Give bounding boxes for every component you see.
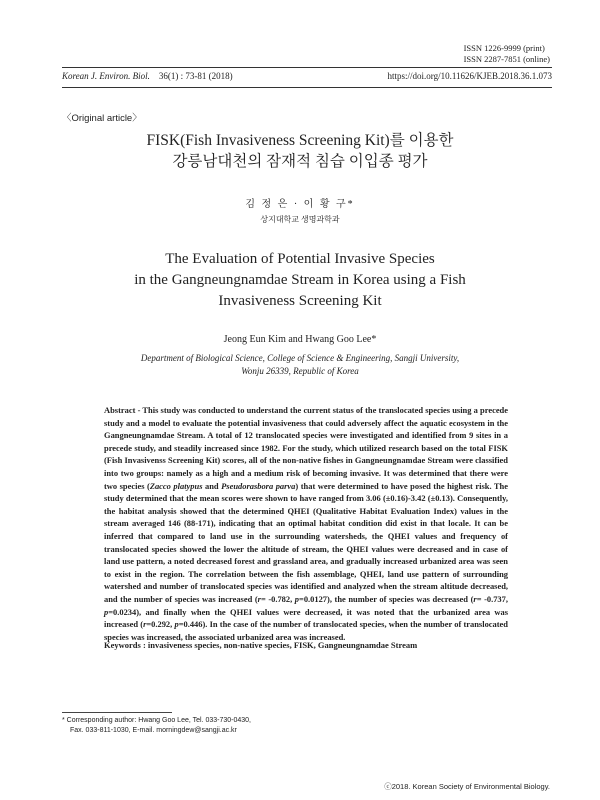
abstract-text-1: - This study was conducted to understand the current status of the translocated species using a precede study and a model to evaluate the potential invasiveness that could adversely affect the aquatic ecosystem in the Gangneungnamdae Stream. A total of 12 translocated species were investigated and identified from 9 sites in a precede study, and steadily increased since 1982. For the study, which utilized research based on the total FISK (Fish Invasivenss Screening Kit) scores, all of the non-native fishes in Gangneungnamdae Stream were classified into two groups: namely as a high and a medium risk of becoming invasive. It was determined that there were two species ( xyxy=(104,405,508,491)
korean-authors: 김 정 은 · 이 황 구* xyxy=(245,199,355,210)
abstract-text-5: =0.446). In the case of the number of translocated species, when the number of translocated species was increased, the associated urbanized area was increased. xyxy=(104,619,508,642)
korean-title-line2: 강릉남대천의 잠재적 침습 이입종 평가 xyxy=(172,153,428,170)
keywords: Keywords : invasiveness species, non-native species, FISK, Gangneungnamdae Stream xyxy=(104,640,418,650)
stat-r3-val: =0.292, xyxy=(146,619,175,630)
english-authors: Jeong Eun Kim and Hwang Goo Lee* xyxy=(223,334,377,345)
doi-link[interactable]: https://doi.org/10.11626/KJEB.2018.36.1.073 xyxy=(387,71,552,81)
issn-online: ISSN 2287-7851 (online) xyxy=(463,54,550,64)
header-rule-top xyxy=(62,67,552,68)
korean-affiliation: 상지대학교 생명과학과 xyxy=(260,215,340,224)
stat-p2: p xyxy=(104,606,109,617)
abstract-text-4: =0.0234), and finally when the QHEI values were decreased, it was noted that the urbanized area was increased ( xyxy=(104,606,508,630)
footnote-line1: * Corresponding author: Hwang Goo Lee, Tel. 033-730-0430, xyxy=(62,717,251,724)
header-rule-bottom xyxy=(62,87,552,88)
affiliation-line2: Wonju 26339, Republic of Korea xyxy=(241,366,359,376)
english-title-line3: Invasiveness Screening Kit xyxy=(218,293,382,309)
english-title xyxy=(0,249,600,312)
volume-pages: 36(1) : 73-81 (2018) xyxy=(158,71,233,81)
abstract-label: Abstract xyxy=(104,405,136,415)
stat-p1: p xyxy=(294,593,300,604)
abstract-text-2: ) that were determined to have posed the highest risk. The study determined that the mean scores were shown to have ranged from 3.06 (±0.16)-3.42 (±0.13). Consequently, the habitat analysis showed that the determined QHEI (Qualitative Habitat Evaluation Index) values in the stream averaged 146 (88-171), indicating that an optimal habitat condition did exist in that locale. It can be inferred that compared to land use in the surrounding watersheds, the QHEI values and frequency of translocated species showed the lower the altitude of stream, the QHEI values were decreased and in case of land use pattern, a noted decreased forest and grassland area, and gradually increased urbanized area was seen to exist in the region. The correlation between the fish assemblage, QHEI, land use pattern of surrounding watershed and number of translocated species was identified and analyzed when the stream altitude decreased, and the number of species was increased ( xyxy=(104,480,508,604)
issn-block xyxy=(464,43,550,65)
english-title-line2: in the Gangneungnamdae Stream in Korea using a Fish xyxy=(134,272,466,288)
species-zacco: Zacco platypus xyxy=(149,480,203,491)
footnote-rule xyxy=(62,712,172,713)
stat-r2: r xyxy=(473,593,477,604)
copyright: ⓒ2018. Korean Society of Environmental Biology. xyxy=(384,782,550,791)
abstract-text-3: =0.0127), the number of species was decreased ( xyxy=(299,593,474,604)
abstract-and: and xyxy=(202,480,222,491)
footnote-line2: Fax. 033-811-1030, E-mail. morningdew@sangji.ac.kr xyxy=(70,726,237,734)
stat-r3: r xyxy=(143,619,147,630)
article-type: 〈Original article〉 xyxy=(62,113,142,124)
english-title-line1: The Evaluation of Potential Invasive Species xyxy=(165,251,435,267)
stat-r1: r xyxy=(257,593,261,604)
stat-r2-val: = -0.737, xyxy=(476,593,508,604)
english-affiliation xyxy=(60,352,540,378)
korean-title-line1: FISK(Fish Invasiveness Screening Kit)를 이용한 xyxy=(146,132,454,149)
journal-name: Korean J. Environ. Biol. xyxy=(62,71,150,81)
affiliation-line1: Department of Biological Science, College of Science & Engineering, Sangji University, xyxy=(140,353,460,363)
stat-p3: p xyxy=(174,619,179,630)
abstract xyxy=(104,404,508,643)
species-pseudorasbora: Pseudorasbora parva xyxy=(221,480,296,491)
corresponding-author-footnote xyxy=(62,716,362,735)
korean-title xyxy=(0,130,600,172)
journal-citation xyxy=(62,71,233,81)
issn-print: ISSN 1226-9999 (print) xyxy=(463,43,545,53)
stat-r1-val: = -0.782, xyxy=(260,593,295,604)
